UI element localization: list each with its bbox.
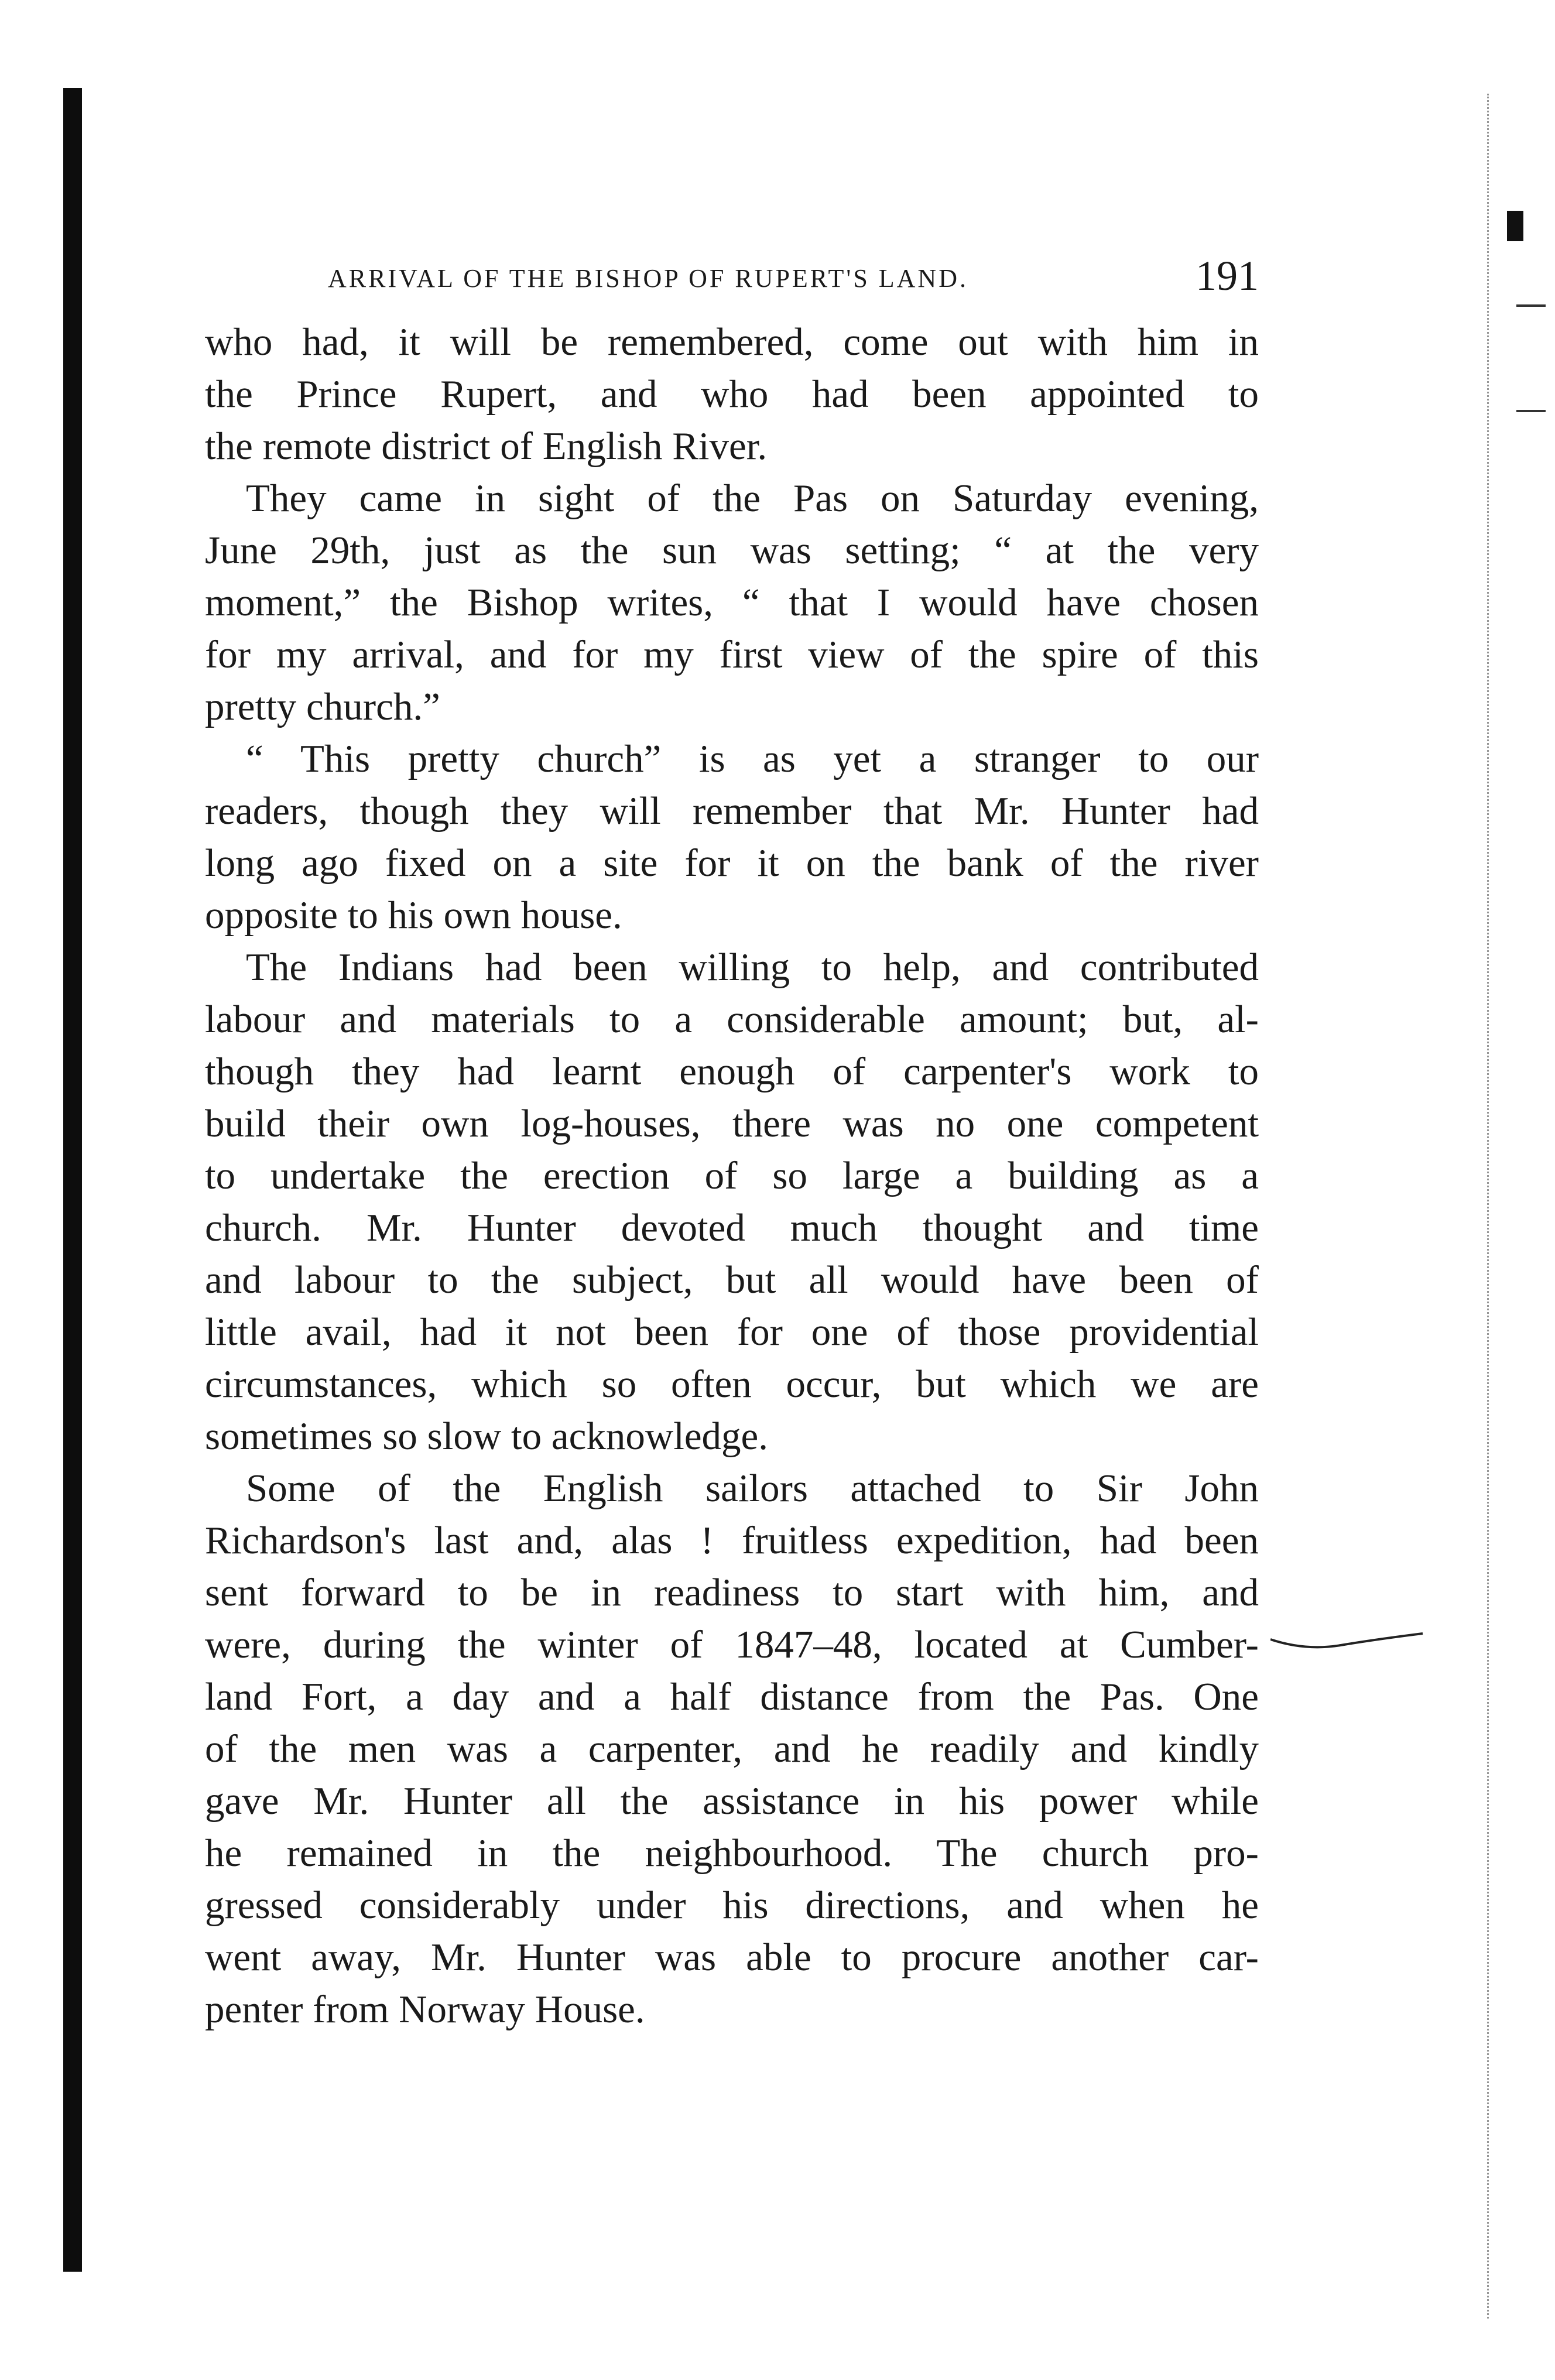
text-line: the remote district of English River. xyxy=(205,424,768,468)
paragraph xyxy=(205,733,1259,941)
page-number: 191 xyxy=(1196,252,1259,299)
text-line: June 29th, just as the sun was setting; “ at the very xyxy=(205,529,1259,572)
text-line: went away, Mr. Hunter was able to procure another car- xyxy=(205,1936,1259,1979)
text-line: opposite to his own house. xyxy=(205,893,622,937)
text-line: “ This pretty church” is as yet a stranger to our xyxy=(246,737,1259,780)
text-line: church. Mr. Hunter devoted much thought and time xyxy=(205,1206,1259,1249)
edge-mark xyxy=(1507,211,1523,241)
running-title: ARRIVAL OF THE BISHOP OF RUPERT'S LAND. xyxy=(328,264,968,293)
text-line: The Indians had been willing to help, and contributed xyxy=(246,946,1259,989)
text-line: though they had learnt enough of carpenter's work to xyxy=(205,1050,1259,1093)
paragraph xyxy=(205,1463,1259,2036)
paragraph xyxy=(205,941,1259,1463)
text-line: gressed considerably under his directions, and when he xyxy=(205,1884,1259,1927)
binding-shadow xyxy=(63,88,82,2272)
text-line: the Prince Rupert, and who had been appointed to xyxy=(205,372,1259,416)
text-line: long ago fixed on a site for it on the bank of the river xyxy=(205,841,1259,885)
book-page xyxy=(205,246,1259,2036)
text-line: for my arrival, and for my first view of the spire of this xyxy=(205,633,1259,676)
paragraph xyxy=(205,472,1259,733)
text-line: Some of the English sailors attached to Sir John xyxy=(246,1467,1259,1510)
edge-dash xyxy=(1516,304,1546,307)
text-line: They came in sight of the Pas on Saturday evening, xyxy=(246,477,1259,520)
text-line: labour and materials to a considerable amount; but, al- xyxy=(205,998,1259,1041)
edge-dash xyxy=(1516,410,1546,412)
text-line: who had, it will be remembered, come out with him in xyxy=(205,320,1259,364)
text-line: penter from Norway House. xyxy=(205,1988,645,2031)
text-line: Richardson's last and, alas ! fruitless expedition, had been xyxy=(205,1519,1259,1562)
body-text xyxy=(205,316,1259,2036)
text-line: and labour to the subject, but all would have been of xyxy=(205,1258,1259,1302)
text-line: moment,” the Bishop writes, “ that I would have chosen xyxy=(205,581,1259,624)
text-line: he remained in the neighbourhood. The church pro- xyxy=(205,1831,1259,1875)
text-line: sometimes so slow to acknowledge. xyxy=(205,1415,769,1458)
text-line: build their own log-houses, there was no one competent xyxy=(205,1102,1259,1145)
text-line: readers, though they will remember that Mr. Hunter had xyxy=(205,789,1259,833)
text-line: land Fort, a day and a half distance from the Pas. One xyxy=(205,1675,1259,1718)
text-line: sent forward to be in readiness to start with him, and xyxy=(205,1571,1259,1614)
pencil-annotation-mark xyxy=(1270,1628,1434,1663)
text-line: pretty church.” xyxy=(205,685,440,728)
text-line: little avail, had it not been for one of those providential xyxy=(205,1310,1259,1354)
text-line: of the men was a carpenter, and he readily and kindly xyxy=(205,1727,1259,1771)
text-line: were, during the winter of 1847–48, located at Cumber- xyxy=(205,1623,1259,1666)
running-head xyxy=(205,246,1259,316)
text-line: circumstances, which so often occur, but which we are xyxy=(205,1362,1259,1406)
page-edge-shadow xyxy=(1487,94,1497,2319)
text-line: to undertake the erection of so large a building as a xyxy=(205,1154,1259,1197)
text-line: gave Mr. Hunter all the assistance in his power while xyxy=(205,1779,1259,1823)
paragraph xyxy=(205,316,1259,472)
